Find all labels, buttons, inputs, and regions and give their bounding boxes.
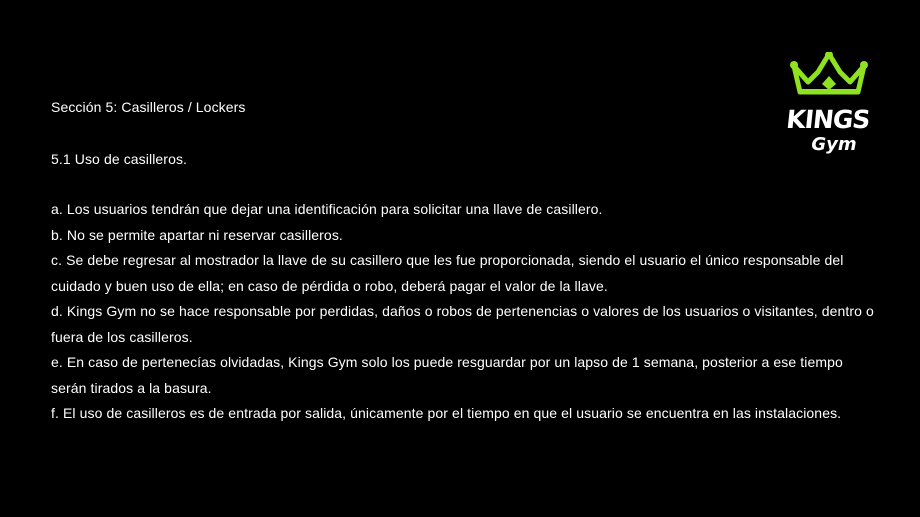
logo-text-kings: KINGS <box>786 105 871 134</box>
rule-item-a: a. Los usuarios tendrán que dejar una identificación para solicitar una llave de casillero. <box>51 201 603 217</box>
rule-item-c: c. Se debe regresar al mostrador la llave de su casillero que les fue proporcionada, siendo el usuario el único responsable del cuidado y buen uso de ella; en caso de pérdida o robo, deberá pagar el valor de la llave. <box>51 252 844 294</box>
crown-icon <box>790 52 868 94</box>
rule-item-d: d. Kings Gym no se hace responsable por perdidas, daños o robos de pertenencias o valores de los usuarios o visitantes, dentro o fuera de los casilleros. <box>51 303 874 345</box>
logo-text-gym: Gym <box>811 134 857 155</box>
rules-list <box>51 197 881 427</box>
subsection-title: 5.1 Uso de casilleros. <box>51 150 188 167</box>
section-title: Sección 5: Casilleros / Lockers <box>51 99 246 115</box>
document-body <box>51 95 881 427</box>
rule-item-e: e. En caso de pertenecías olvidadas, Kings Gym solo los puede resguardar por un lapso de 1 semana, posterior a ese tiempo serán tirados a la basura. <box>51 354 843 396</box>
rule-item-f: f. El uso de casilleros es de entrada por salida, únicamente por el tiempo en que el usuario se encuentra en las instalaciones. <box>51 405 842 421</box>
rule-item-b: b. No se permite apartar ni reservar casilleros. <box>51 226 343 243</box>
